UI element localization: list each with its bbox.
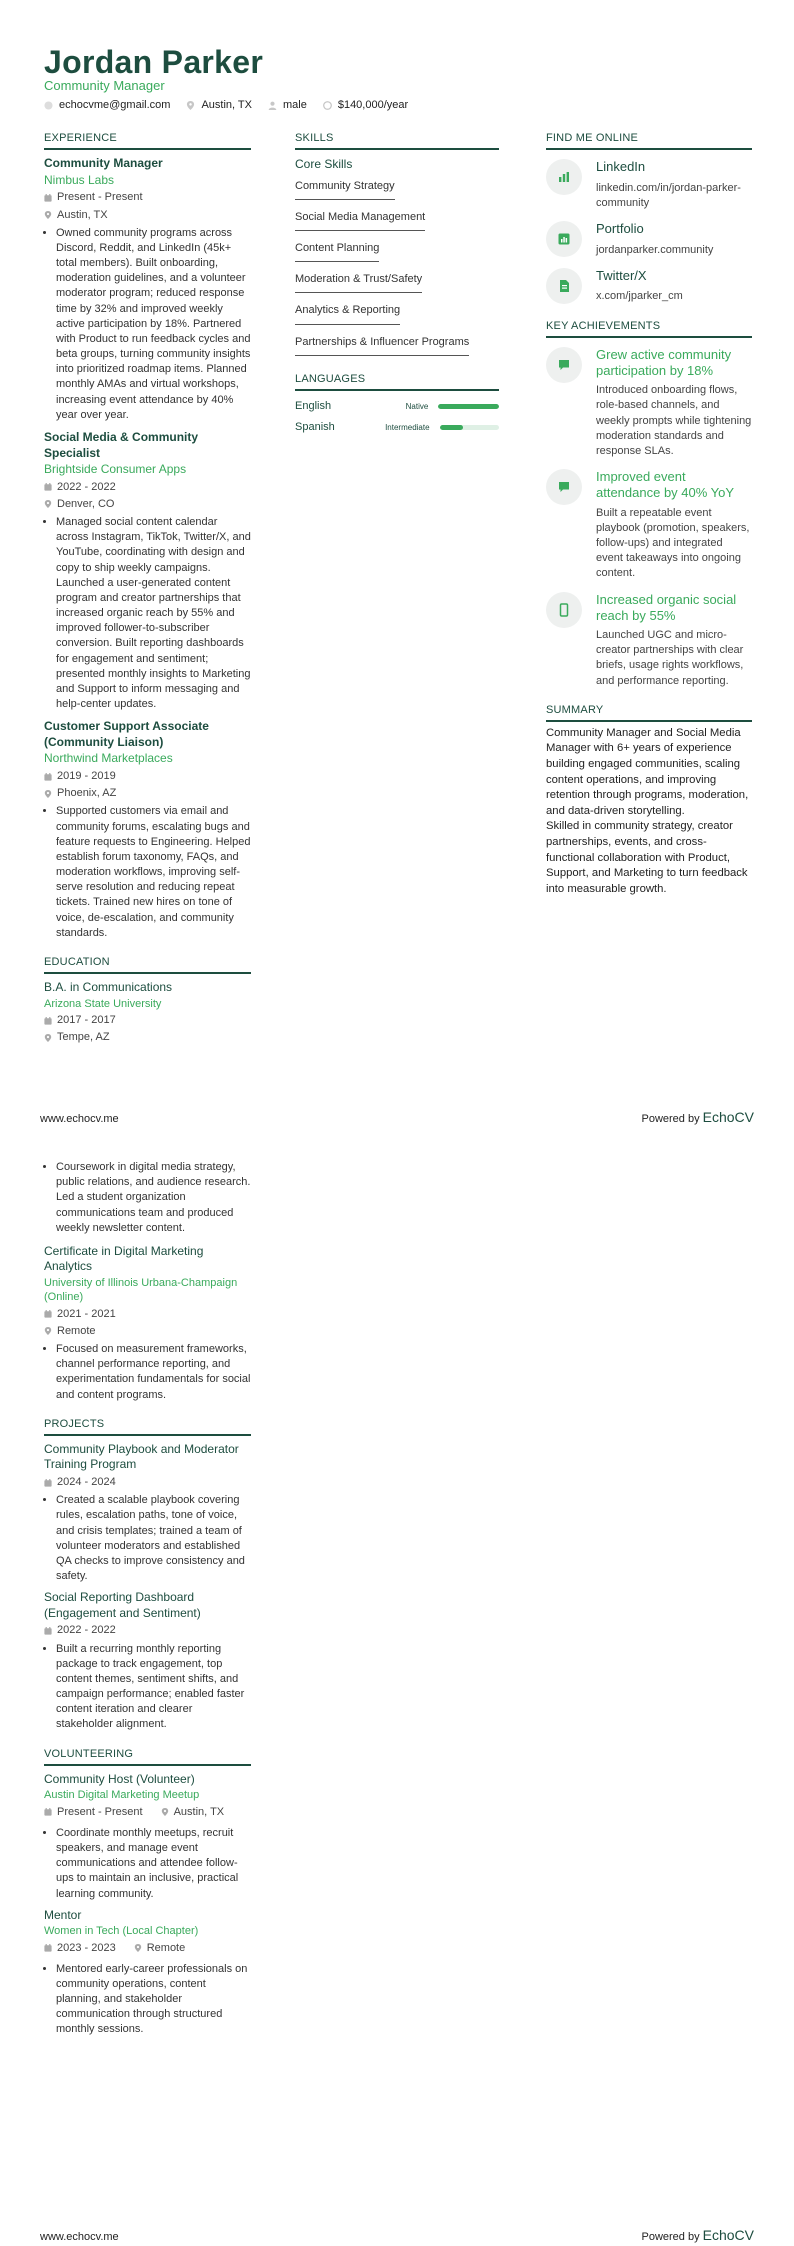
- footer-site-link[interactable]: www.echocv.me: [40, 2231, 119, 2243]
- volunteering-heading: VOLUNTEERING: [44, 1747, 251, 1766]
- achievement-item: [546, 469, 752, 581]
- job-title: Customer Support Associate (Community Liaison): [44, 719, 209, 749]
- project-dates: [44, 1475, 251, 1490]
- skills-list: [295, 179, 499, 366]
- skills-column: [295, 131, 499, 441]
- job-location: [44, 497, 251, 512]
- powered-by-text: Powered by: [641, 1113, 700, 1125]
- location-text: Phoenix, AZ: [57, 787, 117, 800]
- location-text: Tempe, AZ: [57, 1031, 110, 1044]
- candidate-name: Jordan Parker: [44, 44, 264, 80]
- location-icon: [161, 1808, 169, 1816]
- calendar-icon: [44, 483, 52, 491]
- phone-icon: [557, 603, 571, 617]
- language-bar: [440, 425, 499, 430]
- location-text: Austin, TX: [173, 1805, 225, 1818]
- volunteer-description: • Mentored early-career professionals on community operations, content planning, and stakeholder communication through structured monthly sessions.: [56, 1962, 251, 2038]
- achievement-item: [546, 347, 752, 459]
- job-description: • Owned community programs across Discord, Reddit, and LinkedIn (45k+ total members). Built onboarding, moderation guidelines, and a volunteer moderator program; reduced response time by 32% and improved weekly active participation by 18%. Partnered with Product to run feedback cycles and beta groups, turning community insights into prioritized roadmap items. Planned monthly AMAs and virtual workshops, increasing event attendance by 40% year over year.: [56, 226, 251, 423]
- volunteer-role: Community Host (Volunteer): [44, 1771, 195, 1786]
- online-link-linkedin[interactable]: [546, 159, 752, 211]
- education-description: • Coursework in digital media strategy, public relations, and audience research. Led a student organization communications team and produced weekly newsletter content.: [56, 1160, 251, 1236]
- achievement-description: Launched UGC and micro-creator partnerships with clear briefs, usage rights workflows, and performance reporting.: [596, 629, 744, 687]
- job-title: Community Manager: [44, 156, 163, 171]
- dates-text: 2022 - 2022: [57, 1624, 116, 1637]
- education-entry: [44, 980, 251, 1045]
- email-icon: [44, 101, 53, 110]
- online-url[interactable]: x.com/jparker_cm: [596, 290, 683, 303]
- edu-dates: [44, 1307, 251, 1322]
- summary-text: [546, 726, 752, 897]
- skill-item: Analytics & Reporting: [295, 303, 400, 324]
- skill-item: Social Media Management: [295, 210, 425, 231]
- education-heading: EDUCATION: [44, 955, 251, 974]
- achievement-title: Increased organic social reach by 55%: [596, 591, 737, 623]
- summary-paragraph: Skilled in community strategy, creator partnerships, events, and cross-functional collaboration with Product, Support, and Marketing to turn feedback into measurable growth.: [546, 820, 748, 895]
- summary-paragraph: Community Manager and Social Media Manager with 6+ years of experience building engaged communities, scaling content operations, and improving retention through programs, moderation, and data-driven storytelling.: [546, 726, 749, 817]
- circle-badge: [546, 592, 582, 628]
- left-column-page1: [44, 131, 251, 1045]
- volunteer-entry: [44, 1908, 251, 2038]
- achievement-description: Built a repeatable event playbook (promotion, speakers, follow-ups) and integrated event takeaways into ongoing content.: [596, 506, 750, 580]
- calendar-icon: [44, 1808, 52, 1816]
- experience-entry: [44, 719, 251, 941]
- location-text: Remote: [146, 1941, 186, 1954]
- edu-location: [44, 1030, 251, 1045]
- image-chart-icon: [557, 232, 571, 246]
- language-bar-fill: [440, 425, 464, 430]
- online-label: LinkedIn: [596, 159, 646, 175]
- education-entry: [44, 1244, 251, 1403]
- dates-text: 2019 - 2019: [57, 770, 116, 783]
- right-column: [546, 131, 752, 897]
- location-icon: [44, 1327, 52, 1335]
- degree-title: Certificate in Digital Marketing Analytics: [44, 1243, 204, 1274]
- page-footer: [40, 1108, 754, 1127]
- achievement-title: Improved event attendance by 40% YoY: [596, 469, 735, 501]
- location-text: Denver, CO: [57, 497, 115, 510]
- job-dates: [44, 769, 251, 784]
- summary-heading: SUMMARY: [546, 703, 752, 722]
- candidate-title: Community Manager: [44, 78, 165, 93]
- circle-badge: [546, 268, 582, 304]
- language-row: [295, 399, 499, 414]
- chat-icon: [557, 480, 571, 494]
- skill-item: Partnerships & Influencer Programs: [295, 335, 469, 356]
- dates-text: 2024 - 2024: [57, 1476, 116, 1489]
- location-text: Remote: [57, 1324, 96, 1337]
- skill-item: Community Strategy: [295, 179, 395, 200]
- circle-badge: [546, 347, 582, 383]
- left-column-page2: [44, 1160, 251, 2038]
- bar-chart-icon: [557, 170, 571, 184]
- online-link-portfolio[interactable]: [546, 221, 752, 258]
- language-level: Intermediate: [385, 423, 430, 433]
- achievement-description: Introduced onboarding flows, role-based channels, and weekly prompts while tightening moderation standards and response SLAs.: [596, 384, 752, 457]
- experience-entry: [44, 430, 251, 712]
- dates-text: 2023 - 2023: [57, 1941, 116, 1954]
- edu-dates: [44, 1013, 251, 1028]
- job-dates: [44, 480, 251, 495]
- powered-by-text: Powered by: [641, 2231, 700, 2243]
- job-description: • Managed social content calendar across Instagram, TikTok, Twitter/X, and YouTube, coordinating with design and copy to ship weekly campaigns. Launched a user-generated content program and creator partnerships that increased organic reach by 55% and improved follower-to-subscriber conversion. Built reporting dashboards for engagement and sentiment; presented monthly insights to Marketing and Support to inform messaging and help-center updates.: [56, 515, 251, 712]
- languages-heading: LANGUAGES: [295, 372, 499, 391]
- volunteer-org: Austin Digital Marketing Meetup: [44, 1789, 200, 1802]
- dates-text: 2021 - 2021: [57, 1307, 116, 1320]
- document-icon: [557, 279, 571, 293]
- calendar-icon: [44, 1310, 52, 1318]
- calendar-icon: [44, 1944, 52, 1952]
- language-name: English: [295, 399, 332, 412]
- calendar-icon: [44, 1017, 52, 1025]
- footer-site-link[interactable]: www.echocv.me: [40, 1113, 119, 1125]
- volunteer-meta: [44, 1805, 251, 1820]
- volunteer-description: • Coordinate monthly meetups, recruit speakers, and manage event communications and attendee follow-ups to maintain an inclusive, practical learning community.: [56, 1826, 251, 1902]
- project-description: • Created a scalable playbook covering rules, escalation paths, tone of voice, and crisis templates; trained a team of volunteer moderators and established QA checks to improve consistency and safety.: [56, 1493, 251, 1584]
- salary-text: $140,000/year: [337, 99, 409, 111]
- contact-bar: [44, 98, 408, 113]
- language-level: Native: [405, 401, 429, 411]
- project-description: • Built a recurring monthly reporting package to track engagement, top content themes, sentiment shifts, and campaign performance; enabled faster content iteration and clearer stakeholder alignment.: [56, 1642, 251, 1733]
- person-icon: [268, 101, 277, 110]
- dates-text: 2017 - 2017: [57, 1014, 116, 1027]
- dates-text: 2022 - 2022: [57, 480, 116, 493]
- online-link-twitter[interactable]: [546, 268, 752, 305]
- language-name: Spanish: [295, 421, 335, 434]
- location-text: Austin, TX: [57, 208, 108, 221]
- calendar-icon: [44, 1479, 52, 1487]
- skill-group-title: Core Skills: [295, 157, 353, 172]
- contact-email[interactable]: [44, 98, 170, 113]
- footer-powered: [641, 2226, 754, 2245]
- dates-text: Present - Present: [57, 1805, 143, 1818]
- project-entry: [44, 1442, 251, 1584]
- language-row: [295, 420, 499, 435]
- degree-title: B.A. in Communications: [44, 980, 173, 995]
- achievement-item: [546, 592, 752, 689]
- salary-icon: [323, 101, 332, 110]
- projects-heading: PROJECTS: [44, 1417, 251, 1436]
- location-icon: [186, 101, 195, 110]
- edu-location: [44, 1324, 251, 1339]
- online-label: Portfolio: [596, 221, 644, 237]
- project-entry: [44, 1590, 251, 1732]
- job-title: Social Media & Community Specialist: [44, 429, 199, 460]
- brand-logo: EchoCV: [702, 2227, 754, 2243]
- education-description: • Focused on measurement frameworks, channel performance reporting, and experimentation fundamentals for social and content programs.: [56, 1342, 251, 1403]
- experience-entry: [44, 156, 251, 423]
- contact-location: [186, 98, 252, 113]
- dates-text: Present - Present: [57, 191, 143, 204]
- volunteer-meta: [44, 1941, 251, 1956]
- language-bar: [438, 404, 499, 409]
- skill-item: Moderation & Trust/Safety: [295, 272, 422, 293]
- job-description: • Supported customers via email and community forums, escalating bugs and feature requests to Engineering. Helped establish forum taxonomy, FAQs, and moderation workflows, improving self-serve resolution and reducing repeat tickets. Trained new hires on tone of voice, de-escalation, and community standards.: [56, 804, 251, 941]
- achievement-title: Grew active community participation by 18%: [596, 346, 732, 379]
- circle-badge: [546, 159, 582, 195]
- volunteer-role: Mentor: [44, 1907, 82, 1922]
- achievements-heading: KEY ACHIEVEMENTS: [546, 319, 752, 338]
- school-name: University of Illinois Urbana-Champaign (Online): [44, 1277, 238, 1304]
- skill-item: Content Planning: [295, 241, 379, 262]
- company-name: Northwind Marketplaces: [44, 751, 173, 766]
- brand-logo: EchoCV: [702, 1109, 754, 1125]
- footer-powered: [641, 1108, 754, 1127]
- circle-badge: [546, 221, 582, 257]
- contact-salary: [323, 98, 408, 113]
- volunteer-org: Women in Tech (Local Chapter): [44, 1925, 199, 1938]
- chat-icon: [557, 358, 571, 372]
- volunteer-entry: [44, 1772, 251, 1902]
- school-name: Arizona State University: [44, 997, 162, 1010]
- calendar-icon: [44, 1627, 52, 1635]
- location-icon: [44, 1034, 52, 1042]
- location-icon: [134, 1944, 142, 1952]
- calendar-icon: [44, 773, 52, 781]
- gender-text: male: [282, 99, 307, 111]
- project-dates: [44, 1623, 251, 1638]
- online-url[interactable]: linkedin.com/in/jordan-parker-community: [596, 181, 741, 209]
- project-title: Social Reporting Dashboard (Engagement and Sentiment): [44, 1590, 201, 1620]
- experience-heading: EXPERIENCE: [44, 131, 251, 150]
- job-location: [44, 208, 251, 223]
- page-footer: [40, 2226, 754, 2245]
- company-name: Nimbus Labs: [44, 172, 115, 187]
- job-dates: [44, 190, 251, 205]
- location-icon: [44, 211, 52, 219]
- language-bar-fill: [438, 404, 499, 409]
- email-text: echocvme@gmail.com: [59, 99, 171, 111]
- location-icon: [44, 500, 52, 508]
- location-icon: [44, 790, 52, 798]
- project-title: Community Playbook and Moderator Training Program: [44, 1441, 239, 1472]
- job-location: [44, 786, 251, 801]
- skills-heading: SKILLS: [295, 131, 499, 150]
- circle-badge: [546, 469, 582, 505]
- calendar-icon: [44, 194, 52, 202]
- online-url[interactable]: jordanparker.community: [596, 243, 714, 256]
- online-heading: FIND ME ONLINE: [546, 131, 752, 150]
- online-label: Twitter/X: [596, 267, 647, 283]
- company-name: Brightside Consumer Apps: [44, 462, 187, 477]
- location-text: Austin, TX: [201, 99, 252, 111]
- contact-gender: [268, 98, 307, 113]
